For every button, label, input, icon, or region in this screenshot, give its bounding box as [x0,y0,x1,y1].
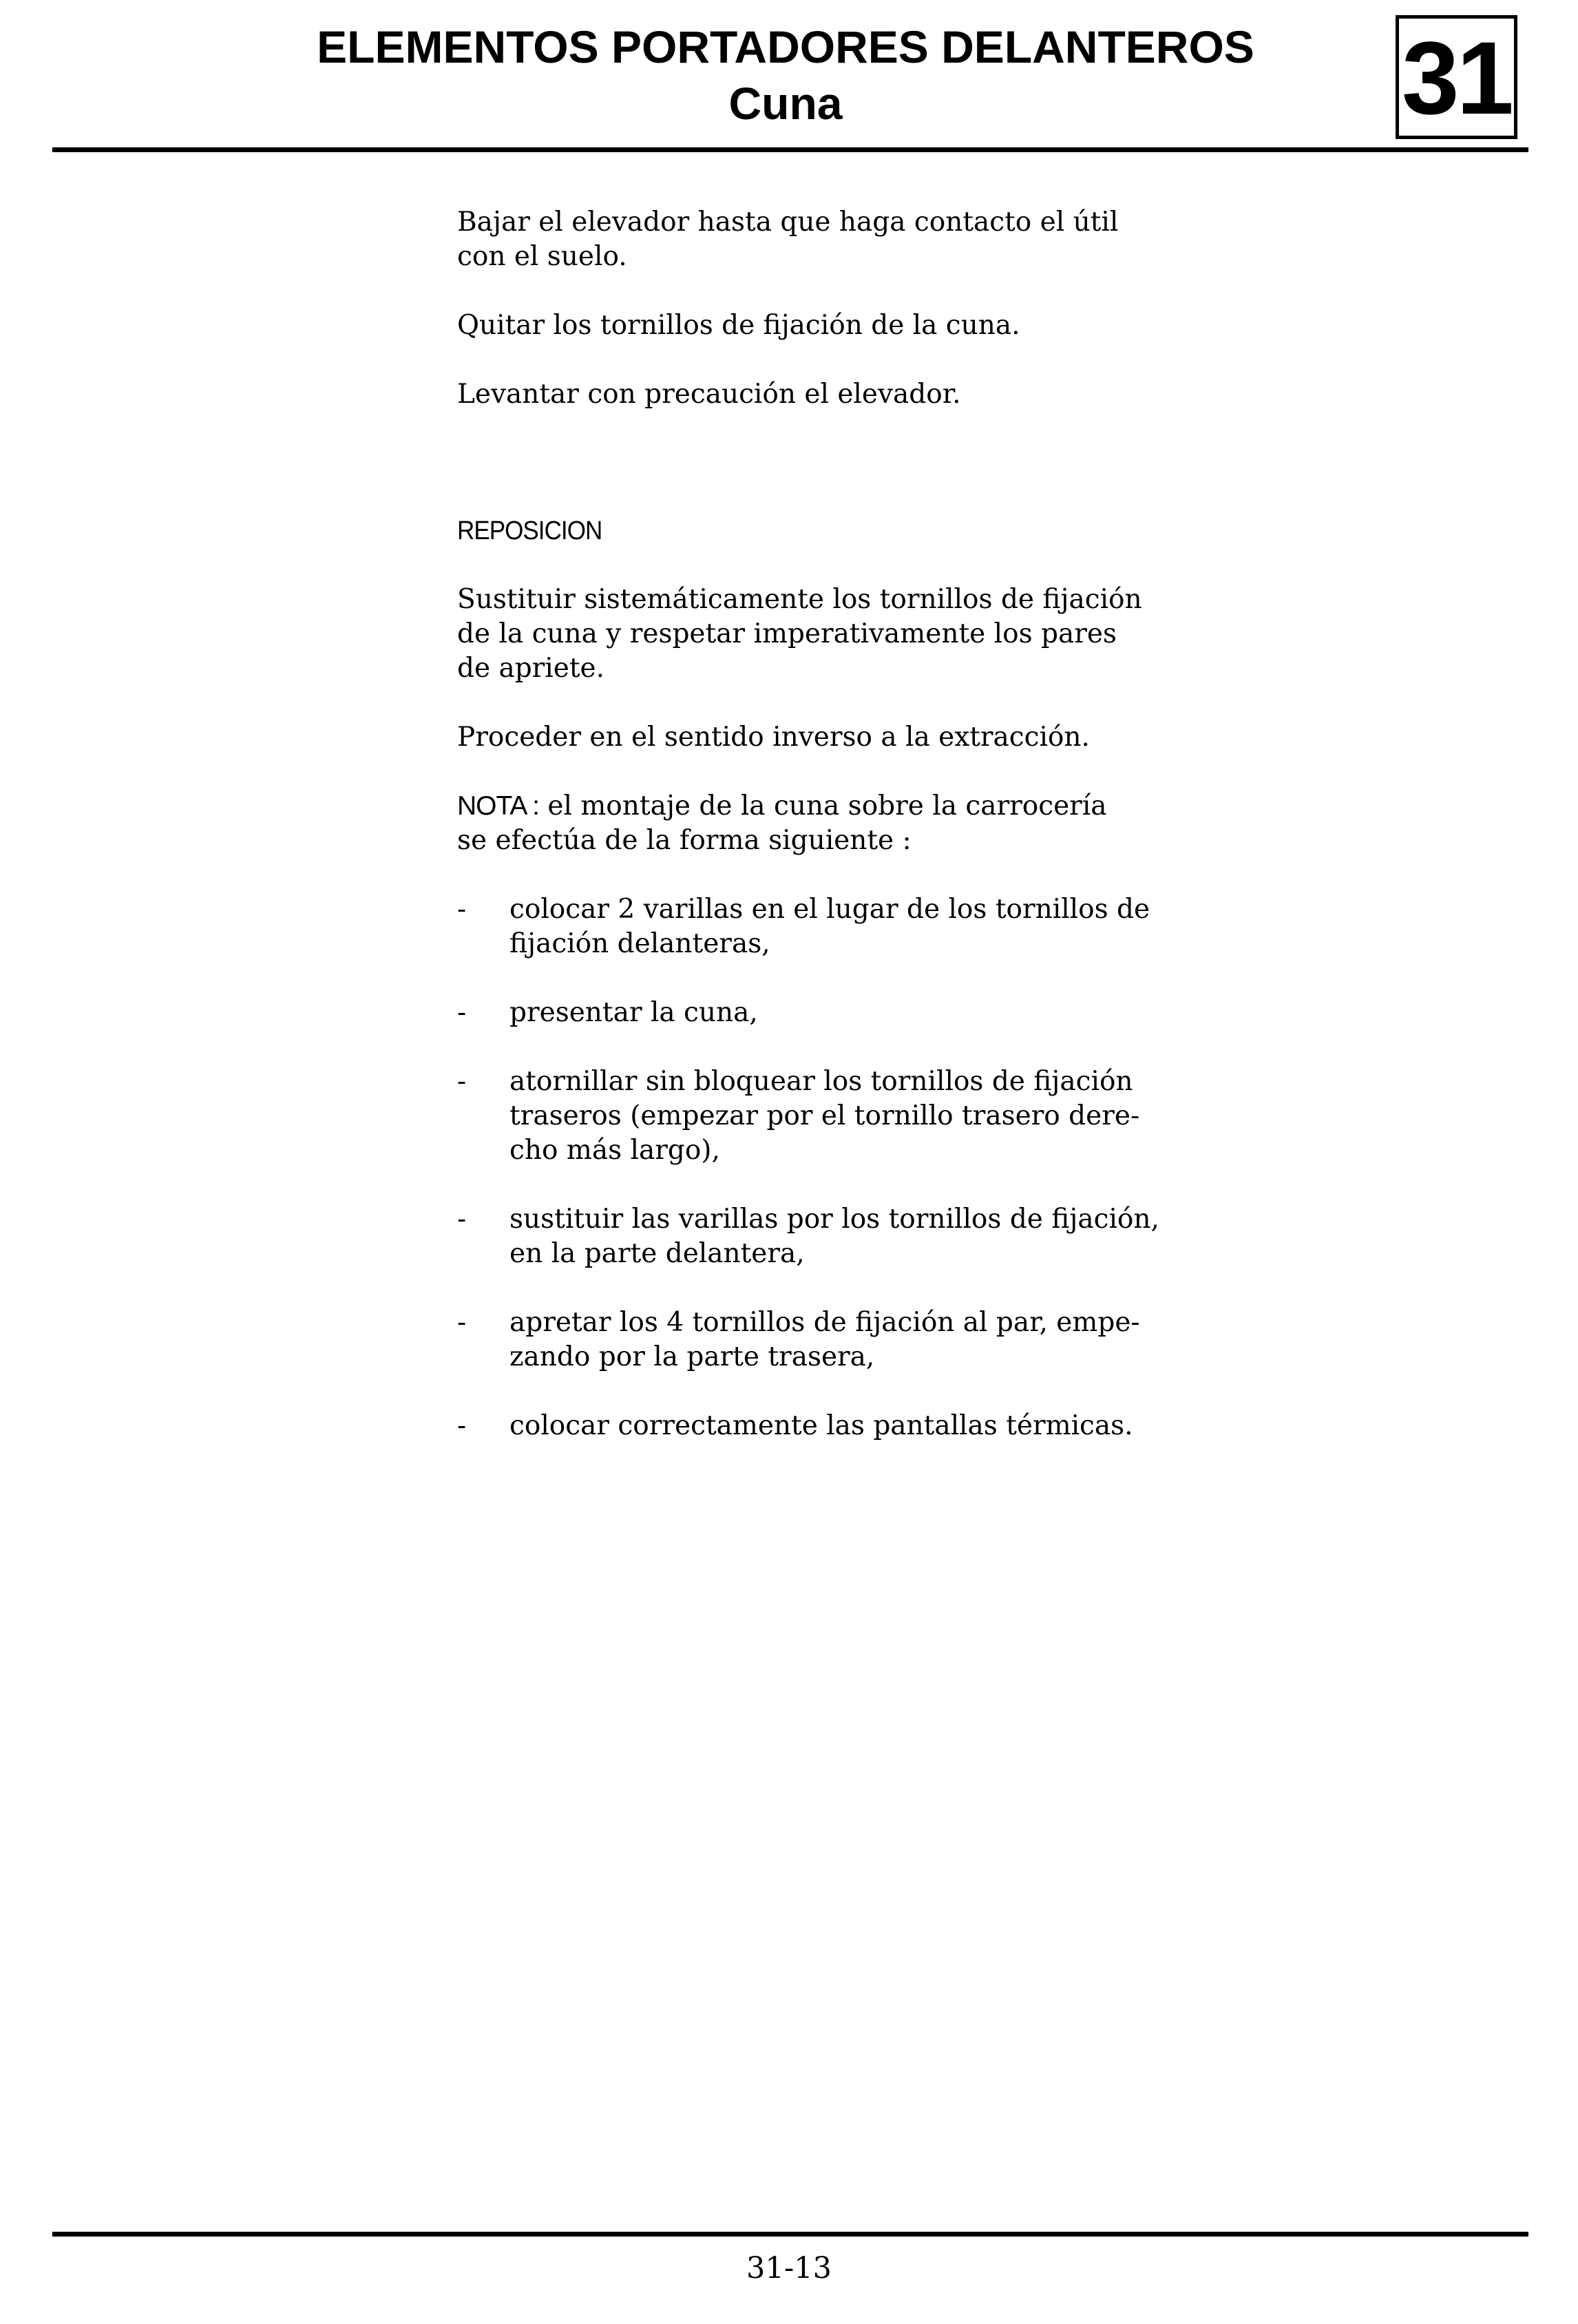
nota-label: NOTA : [457,791,539,821]
list-item: - atornillar sin bloquear los tornillos de fijación traseros (empezar por el tornillo trasero dere- cho más largo), [457,1066,1140,1166]
page-number: 31-13 [746,2251,832,2285]
footer-divider [52,2232,1528,2237]
list-dash: - [457,894,467,925]
list-item: - colocar correctamente las pantallas térmicas. [457,1409,1146,1443]
list-dash: - [457,1410,467,1441]
page-header-title [52,19,1519,132]
page-body [457,205,1159,1478]
paragraph-raise-lift: Levantar con precaución el elevador. [457,379,961,410]
spacer [457,446,1146,514]
list-dash: - [457,1204,467,1235]
list-item: - presentar la cuna, [457,996,1146,1030]
section-heading-reposicion: REPOSICION [457,516,602,545]
paragraph-reverse-order: Proceder en el sentido inverso a la extracción. [457,722,1090,753]
section-subtitle: Cuna [728,78,843,129]
section-title: ELEMENTOS PORTADORES DELANTEROS [317,21,1254,72]
nota-text: el montaje de la cuna sobre la carrocería [538,791,1107,821]
list-item: - apretar los 4 tornillos de fijación al par, empe- zando por la parte trasera, [457,1307,1140,1372]
list-dash: - [457,1307,467,1338]
list-dash: - [457,997,467,1028]
chapter-number-box: 31 [1396,15,1517,139]
paragraph-lower-lift: Bajar el elevador hasta que haga contacto el útil con el suelo. [457,207,1119,272]
list-item: - sustituir las varillas por los tornillos de fijación, en la parte delantera, [457,1204,1159,1269]
list-dash: - [457,1066,467,1097]
paragraph-replace-bolts: Sustituir sistemáticamente los tornillos de fijación de la cuna y respetar imperativamente los pares de apriete. [457,584,1142,684]
paragraph-remove-bolts: Quitar los tornillos de fijación de la cuna. [457,310,1020,341]
header-divider [52,147,1528,152]
nota-paragraph: NOTA : el montaje de la cuna sobre la carrocería se efectúa de la forma siguiente : [457,791,1107,856]
list-item: - colocar 2 varillas en el lugar de los tornillos de fijación delanteras, [457,894,1150,959]
